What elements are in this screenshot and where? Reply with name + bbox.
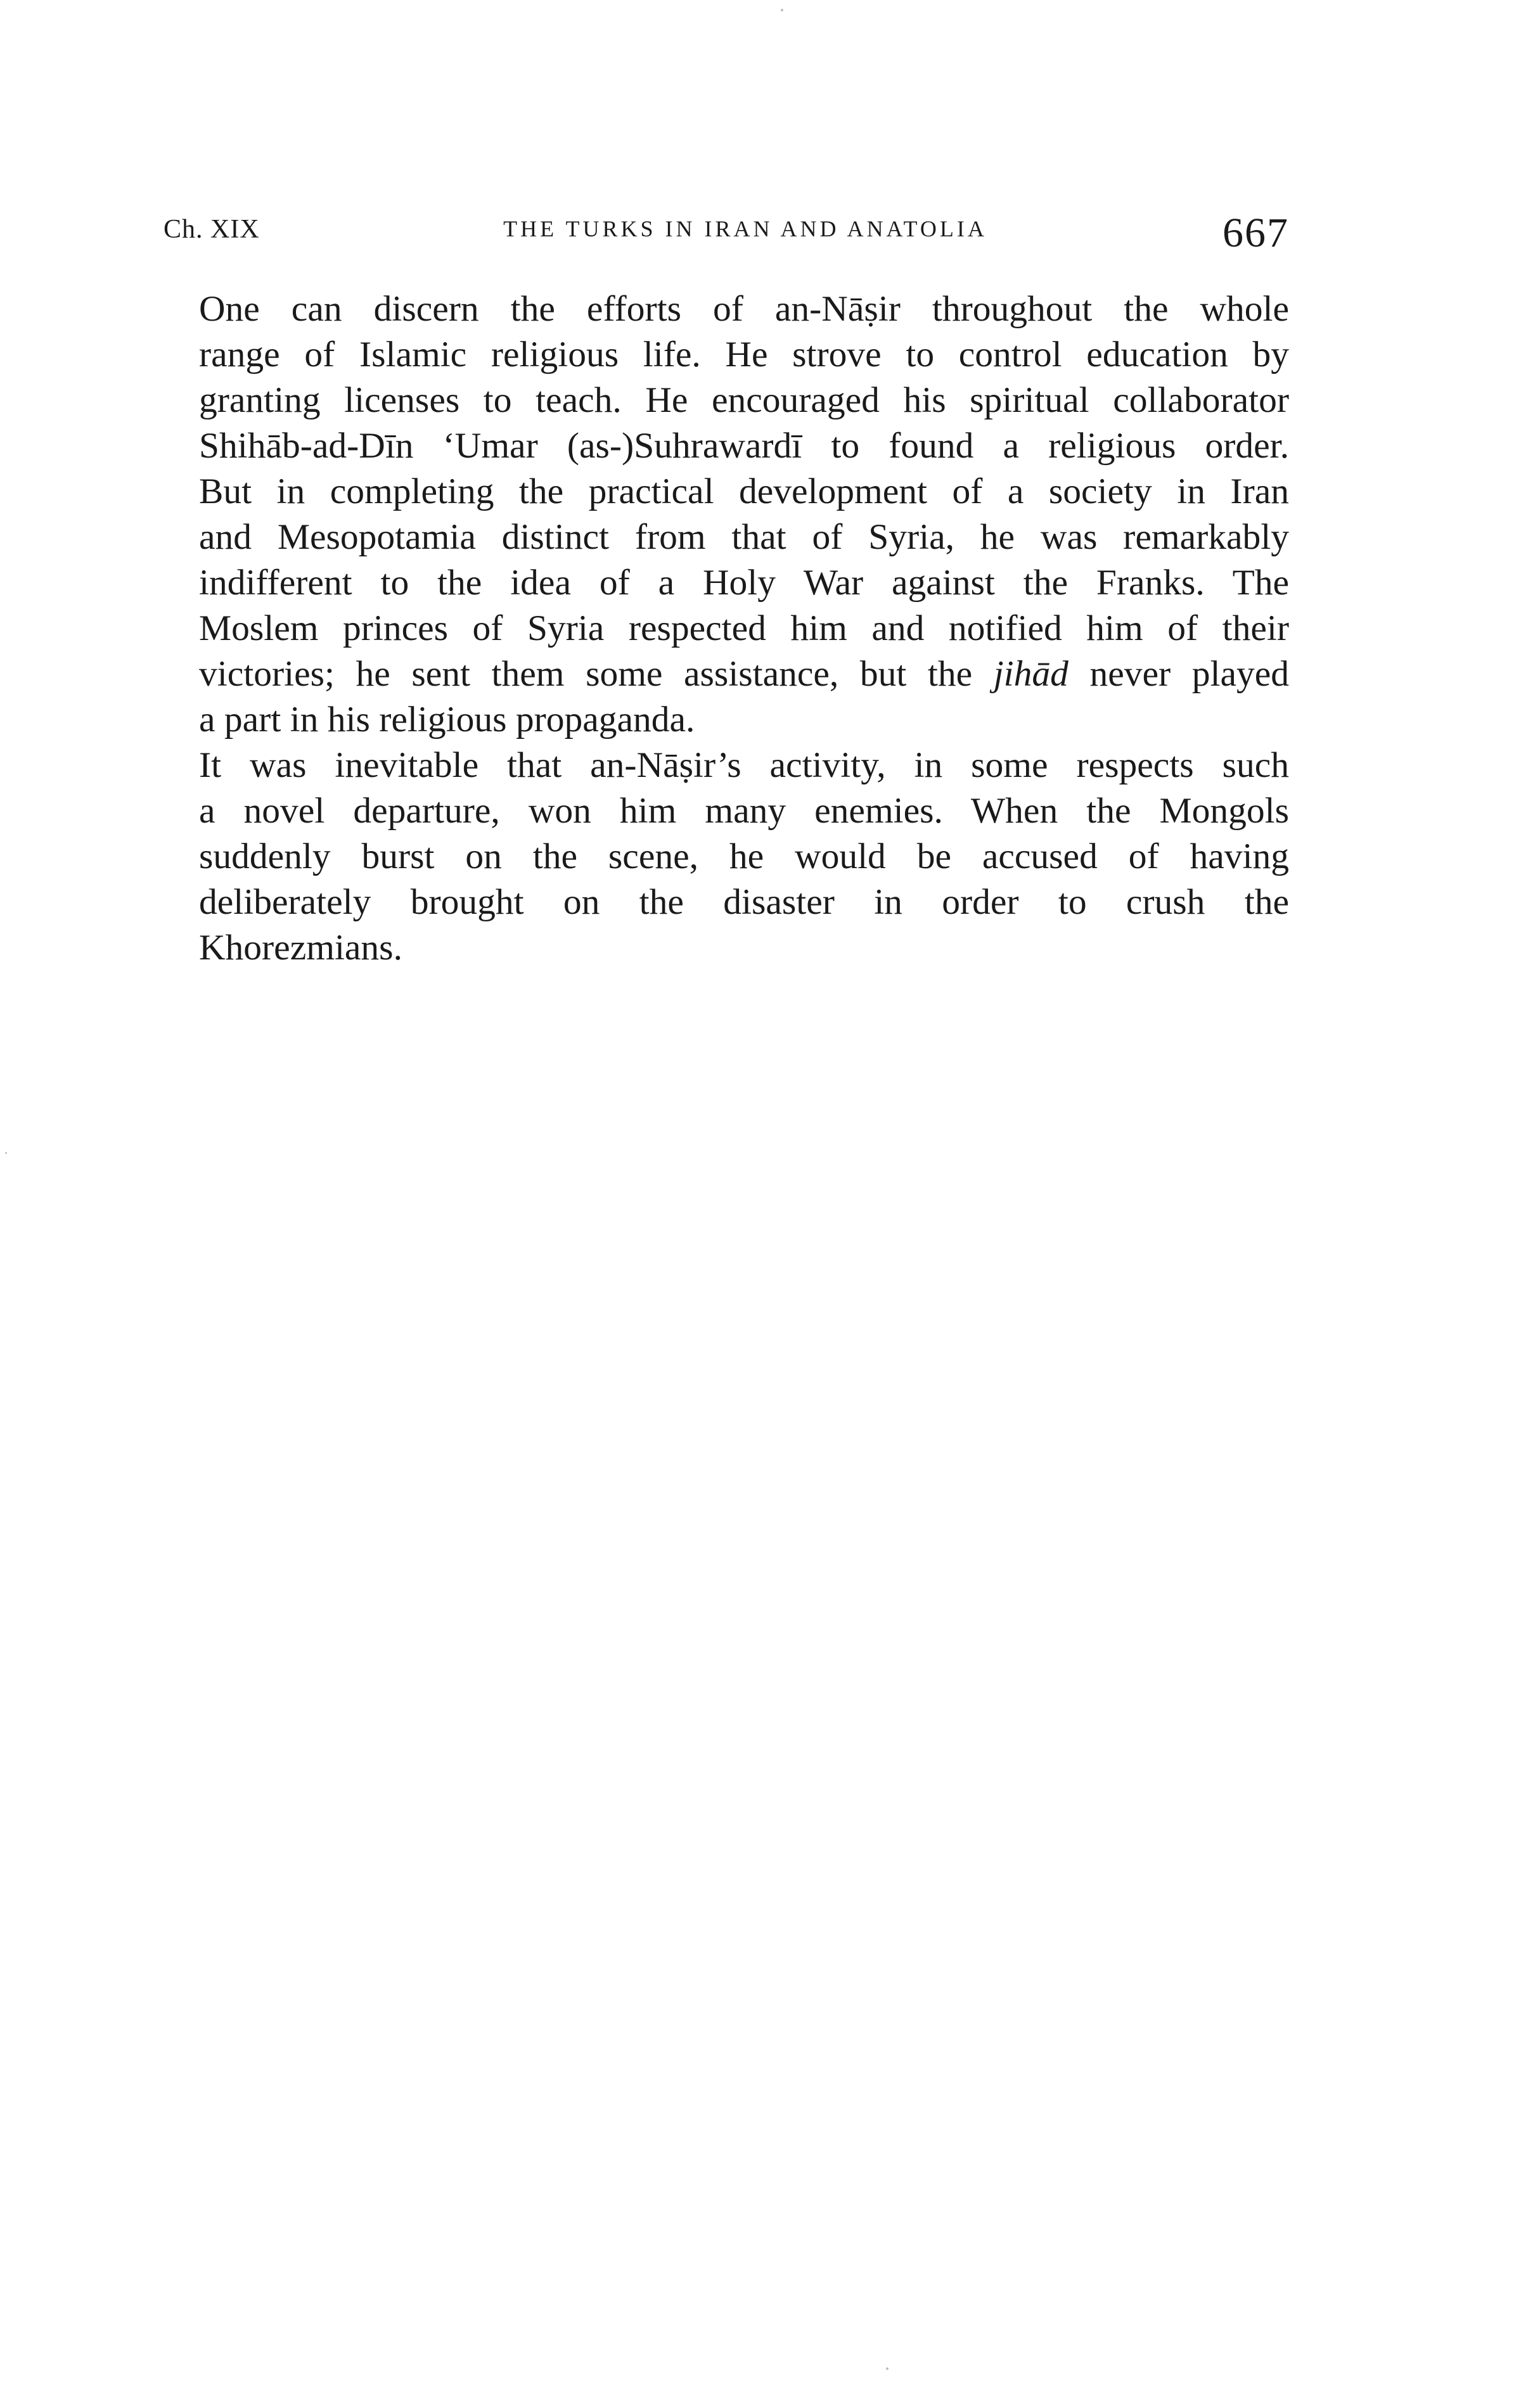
text-line: Moslem princes of Syria respected him and notified him of their xyxy=(199,608,1289,648)
paragraph xyxy=(158,743,1289,971)
text-line: range of Islamic religious life. He strove to control education by xyxy=(199,335,1289,375)
italic-term: jihād xyxy=(993,654,1069,694)
text-line: suddenly burst on the scene, he would be accused of having xyxy=(199,836,1289,876)
paragraph xyxy=(158,286,1289,743)
text-line: Khorezmians. xyxy=(199,928,402,968)
text-line: a part in his religious propaganda. xyxy=(199,700,695,740)
chapter-label: Ch. XIX xyxy=(164,215,260,244)
page-number: 667 xyxy=(1223,210,1289,256)
paper-speck xyxy=(5,1152,7,1154)
paper-speck xyxy=(886,2367,889,2370)
running-head xyxy=(164,209,1289,260)
text-line: Shihāb-ad-Dīn ‘Umar (as-)Suhrawardī to found a religious order. xyxy=(199,426,1289,466)
text-line: But in completing the practical development of a society in Iran xyxy=(199,471,1289,511)
text-line: a novel departure, won him many enemies. When the Mongols xyxy=(199,791,1289,831)
body-text xyxy=(158,286,1289,971)
running-title: THE TURKS IN IRAN AND ANATOLIA xyxy=(503,216,987,241)
text-line: deliberately brought on the disaster in order to crush the xyxy=(199,882,1289,922)
text-line: indifferent to the idea of a Holy War against the Franks. The xyxy=(199,563,1289,603)
text-line xyxy=(158,651,1289,697)
text-run: never played xyxy=(1068,654,1289,694)
text-line: and Mesopotamia distinct from that of Syria, he was remarkably xyxy=(199,517,1289,557)
text-run: victories; he sent them some assistance, but the xyxy=(199,654,994,694)
text-line: granting licenses to teach. He encouraged his spiritual collaborator xyxy=(199,380,1289,420)
paper-speck xyxy=(781,9,783,11)
text-line: It was inevitable that an-Nāṣir’s activity, in some respects such xyxy=(199,745,1289,785)
text-line: One can discern the efforts of an-Nāṣir throughout the whole xyxy=(199,289,1289,329)
